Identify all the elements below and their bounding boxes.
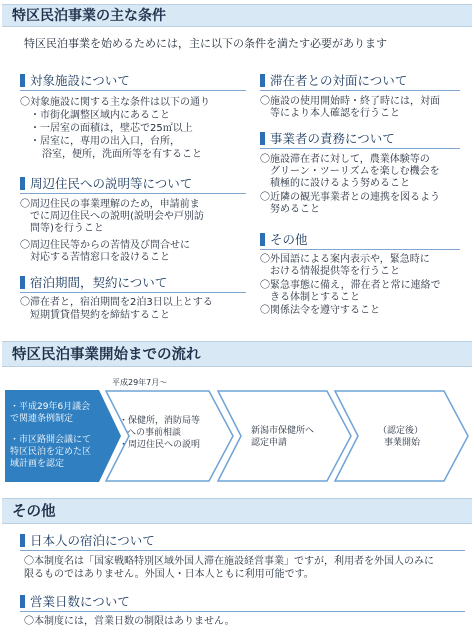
- duties-line-2: グリーン・ツーリズムを楽しむ機会を: [270, 166, 440, 177]
- heading-marker: [260, 132, 265, 145]
- heading-residents: [20, 175, 246, 192]
- section3-header: [2, 498, 472, 524]
- face-line-1: 〇施設の使用開始時・終了時には，対面: [260, 96, 440, 107]
- japanese-line-2: 限るものではありません。外国人・日本人ともに利用可能です。: [24, 569, 314, 580]
- duties-line-1: 〇施設滞在者に対して，農業体験等の: [260, 154, 430, 165]
- section2-header: [2, 341, 472, 367]
- heading-facility: [20, 72, 246, 89]
- divider: [260, 90, 460, 91]
- flow-date-label: 平成29年7月～: [112, 378, 168, 387]
- heading-label: 宿泊期間，契約について: [30, 275, 168, 290]
- face-line-2: 等により本人確認を行うこと: [270, 108, 400, 119]
- divider: [20, 193, 246, 194]
- step1-line: で関連条例制定: [10, 414, 74, 424]
- step2-line: への事前相談: [127, 428, 182, 438]
- heading-operator-duties: [260, 130, 460, 147]
- section1-header: [2, 4, 472, 27]
- heading-face-to-face: [260, 72, 460, 89]
- heading-marker: [20, 595, 25, 608]
- divider: [20, 90, 246, 91]
- other-line-5: 〇関係法令を遵守すること: [260, 305, 380, 316]
- duties-line-4: 〇近隣の観光事業者との連携を図るよう: [260, 192, 440, 203]
- heading-marker: [20, 177, 25, 190]
- residents-line-1: 〇周辺住民の事業理解のため，申請前ま: [20, 199, 200, 210]
- heading-label: 営業日数について: [30, 594, 130, 609]
- step3-line: 認定申請: [251, 438, 288, 448]
- residents-line-5: 対応する苦情窓口を設けること: [30, 252, 170, 263]
- japanese-line-1: 〇本制度名は「国家戦略特別区域外国人滞在施設経営事業」ですが，利用者を外国人のみに: [24, 556, 434, 567]
- heading-business-days: [20, 593, 465, 610]
- stay-line-1: 〇滞在者と，宿泊期間を2泊3日以上とする: [20, 297, 213, 308]
- section1-intro: 特区民泊事業を始めるためには，主に以下の条件を満たす必要があります: [24, 37, 387, 50]
- step4-line: 事業開始: [384, 438, 421, 448]
- heading-label: 事業者の責務について: [270, 131, 395, 146]
- heading-marker: [260, 74, 265, 87]
- step3-line: 新潟市保健所へ: [251, 426, 315, 436]
- facility-line-1: 〇対象施設に関する主な条件は以下の通り: [20, 97, 210, 108]
- heading-label: 日本人の宿泊について: [30, 533, 155, 548]
- step1-line: ・市区路開会議にて: [10, 435, 92, 445]
- facility-line-4: ・居室に，専用の出入口，台所，: [30, 136, 180, 147]
- other-line-4: きる体制とすること: [270, 292, 360, 303]
- heading-other-conditions: [260, 231, 460, 248]
- other-line-1: 〇外国語による案内表示や，緊急時に: [260, 254, 430, 265]
- divider: [20, 292, 246, 293]
- residents-line-2: でに周辺住民への説明(説明会や戸別訪: [30, 211, 204, 222]
- business-days-line-1: 〇本制度には，営業日数の制限はありません。: [24, 616, 235, 627]
- step1-line: 域計画を認定: [10, 459, 65, 469]
- heading-stay-period: [20, 274, 246, 291]
- divider: [260, 249, 460, 250]
- heading-label: 周辺住民への説明等について: [30, 176, 193, 191]
- heading-marker: [20, 534, 25, 547]
- other-line-2: おける情報提供等を行うこと: [270, 266, 400, 277]
- section2-title: 特区民泊事業開始までの流れ: [12, 347, 201, 363]
- heading-label: その他: [270, 232, 308, 247]
- step2-line: ・保健所，消防局等: [119, 416, 201, 426]
- other-line-3: 〇緊急事態に備え，滞在者と常に連絡で: [260, 280, 441, 291]
- facility-line-3: ・一居室の面積は，壁芯で25㎡以上: [30, 123, 193, 134]
- step4-line: （認定後）: [378, 426, 424, 436]
- step1-line: ・平成29年6月議会: [10, 402, 91, 412]
- heading-marker: [260, 233, 265, 246]
- flow-step-2: [105, 390, 235, 482]
- flow-step-3: [217, 390, 353, 482]
- step2-line: ・周辺住民への説明: [119, 440, 201, 450]
- flow-step-4: [334, 390, 470, 482]
- section3-title: その他: [12, 504, 56, 520]
- stay-line-2: 短期賃貸借契約を締結すること: [30, 310, 170, 321]
- section1-title: 特区民泊事業の主な条件: [12, 8, 166, 24]
- divider: [260, 148, 460, 149]
- divider: [20, 550, 465, 551]
- heading-japanese-guests: [20, 532, 465, 549]
- heading-marker: [20, 74, 25, 87]
- residents-line-4: 〇周辺住民等からの苦情及び問合せに: [20, 240, 190, 251]
- facility-line-2: ・市街化調整区域内にあること: [30, 110, 170, 121]
- heading-marker: [20, 276, 25, 289]
- duties-line-5: 努めること: [270, 204, 320, 215]
- divider: [20, 611, 465, 612]
- heading-label: 対象施設について: [30, 73, 130, 88]
- heading-label: 滞在者との対面について: [270, 73, 408, 88]
- facility-line-5: 浴室，便所，洗面所等を有すること: [42, 149, 202, 160]
- duties-line-3: 積極的に設けるよう努めること: [270, 178, 410, 189]
- step1-line: 特区民泊を定めた区: [10, 447, 92, 457]
- residents-line-3: 問等)を行うこと: [30, 223, 104, 234]
